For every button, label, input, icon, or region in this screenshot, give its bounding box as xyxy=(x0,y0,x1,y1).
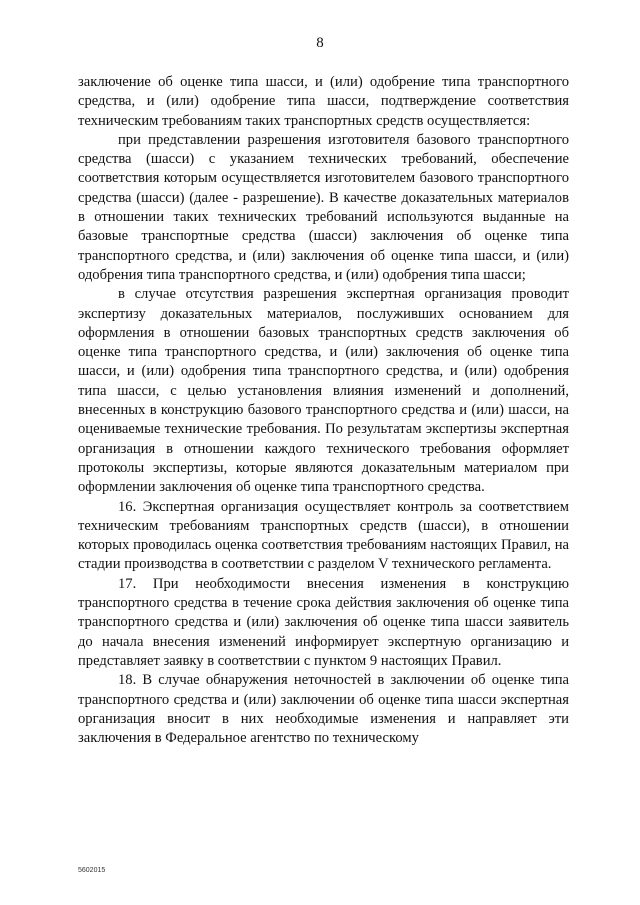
paragraph: 17. При необходимости внесения изменения в конструкцию транспортного средства в течение срока действия заключения об оценке типа транспортного средства и (или) заключения об оценке типа шасси заявитель до начала внесения изменений информирует экспертную организацию и представляет заявку в соответствии с пунктом 9 настоящих Правил. xyxy=(78,575,569,669)
page-number: 8 xyxy=(316,35,324,51)
paragraph: заключение об оценке типа шасси, и (или) одобрение типа транспортного средства, и (или) одобрение типа шасси, подтверждение соответствия техническим требованиям таких транспортных средств осуществляется: xyxy=(78,74,569,129)
document-body xyxy=(78,73,569,748)
paragraph: при представлении разрешения изготовителя базового транспортного средства (шасси) с указанием технических требований, обеспечение соответствия которым осуществляется изготовителем базового транспортного средства (шасси) (далее - разрешение). В качестве доказательных материалов в отношении таких технических требований используются выданные на базовые транспортные средства (шасси) заключения об оценке типа транспортного средства, и (или) заключения об оценке типа шасси, и (или) одобрения типа транспортного средства, и (или) одобрения типа шасси; xyxy=(78,131,569,283)
paragraph: в случае отсутствия разрешения экспертная организация проводит экспертизу доказательных материалов, послуживших основанием для оформления в отношении базовых транспортных средств заключения об оценке типа транспортного средства, и (или) заключения об оценке типа шасси, и (или) одобрения типа транспортного средства, и (или) одобрения типа шасси, с целью установления влияния изменений и дополнений, внесенных в конструкцию базового транспортного средства и (или) шасси, на оцениваемые технические требования. По результатам экспертизы экспертная организация в отношении каждого технического требования оформляет протоколы экспертизы, которые являются доказательным материалом при оформлении заключения об оценке типа транспортного средства. xyxy=(78,286,569,496)
paragraph: 16. Экспертная организация осуществляет контроль за соответствием техническим требованиям транспортных средств (шасси), в отношении которых проводилась оценка соответствия требованиям настоящих Правил, на стадии производства в соответствии с разделом V технического регламента. xyxy=(78,498,569,573)
document-code: 5602015 xyxy=(78,867,106,874)
paragraph: 18. В случае обнаружения неточностей в заключении об оценке типа транспортного средства и (или) заключении об оценке типа шасси экспертная организация вносит в них необходимые изменения и направляет эти заключения в Федеральное агентство по техническому xyxy=(78,672,569,747)
